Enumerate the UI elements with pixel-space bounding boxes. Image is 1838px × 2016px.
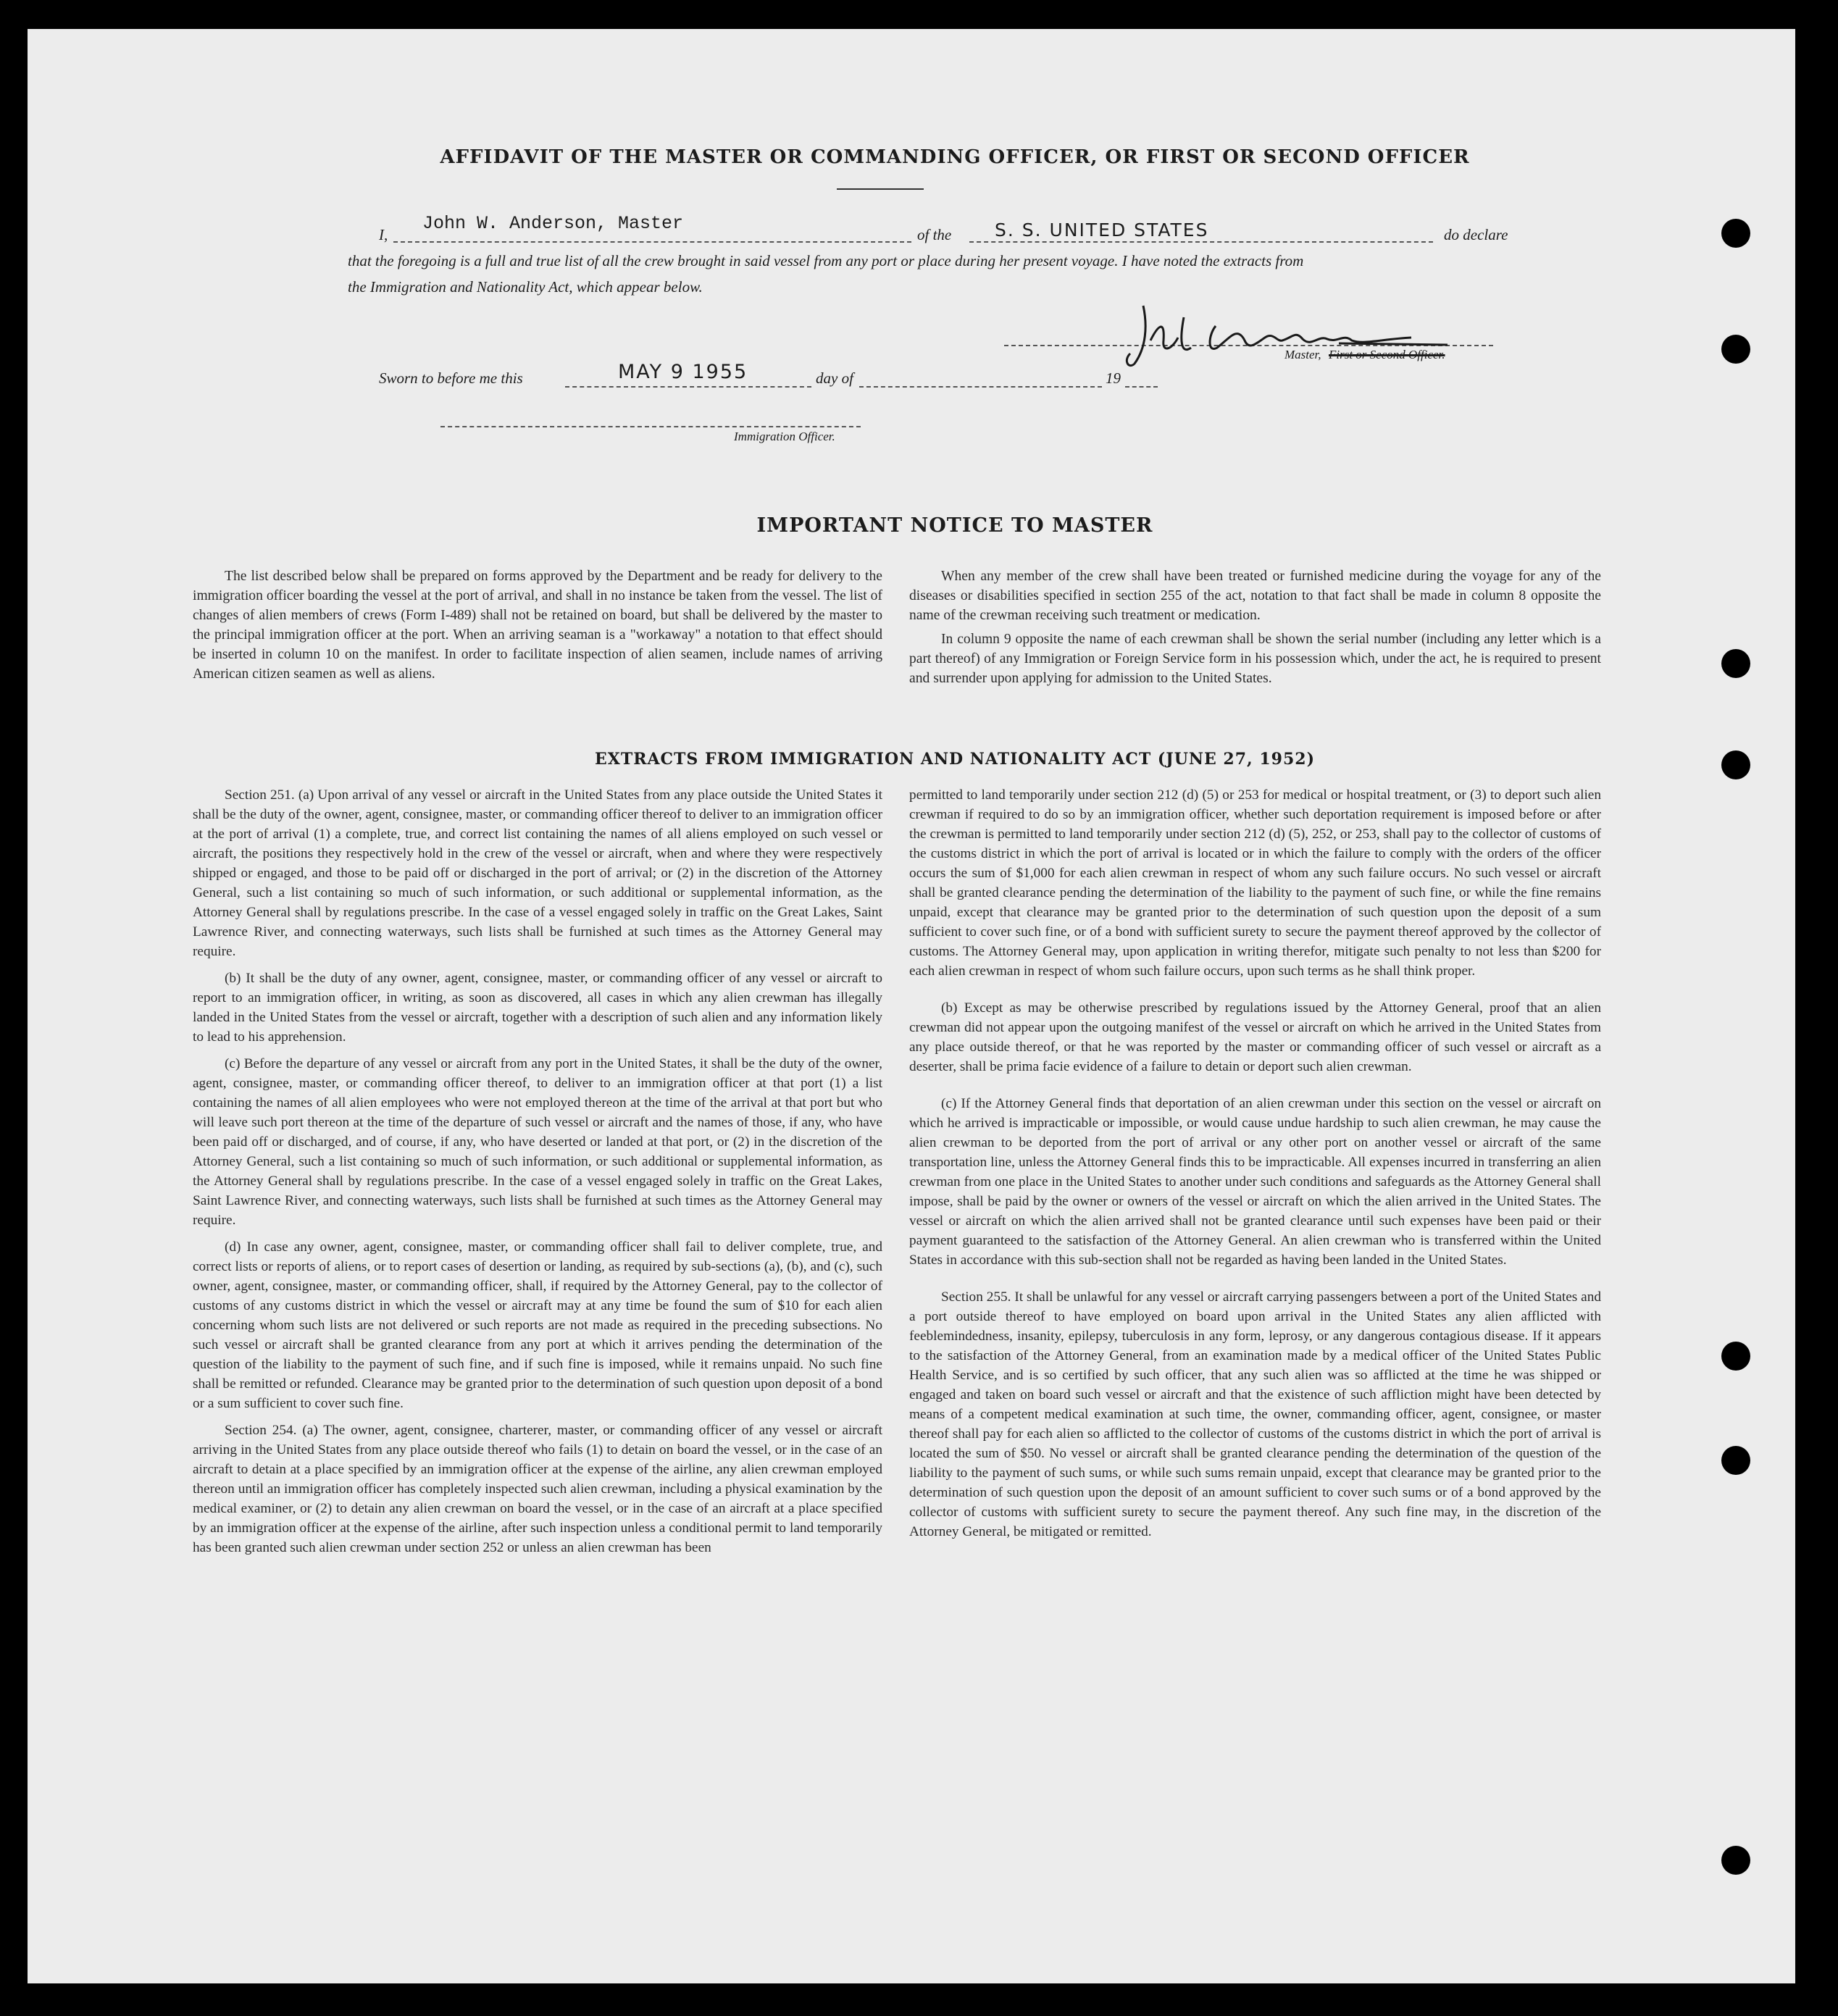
section-251-b: (b) It shall be the duty of any owner, agent, consignee, master, or commanding officer of any vessel or aircraft to report to an immigration officer, in writing, as soon as discovered, all cases in which any alien crewman has illegally landed in the United States from the vessel or aircraft, together with a description of such alien and any information likely to lead to his apprehension.: [193, 971, 882, 1045]
binder-hole: [1721, 219, 1750, 248]
sworn-date-line: [565, 386, 811, 388]
day-of-label: day of: [816, 369, 853, 387]
title-rule: [837, 188, 924, 190]
vessel-name: S. S. UNITED STATES: [995, 219, 1209, 241]
notice-title: IMPORTANT NOTICE TO MASTER: [756, 514, 1153, 537]
sworn-date: MAY 9 1955: [618, 361, 748, 383]
master-label: Master,: [1284, 348, 1321, 361]
i-label: I,: [379, 226, 388, 243]
sworn-label: Sworn to before me this: [379, 369, 523, 387]
section-254-b: (b) Except as may be otherwise prescribed by regulations issued by the Attorney General, proof that an alien crewman did not appear upon the outgoing manifest of the vessel or aircraft on which he arrived in the United States from any place outside thereof, or that he was reported by the master or commanding officer of such vessel or aircraft as a deserter, shall be prima facie evidence of a failure to detain or deport such alien crewman.: [909, 1000, 1601, 1074]
section-254-a-continued: permitted to land temporarily under section 212 (d) (5) or 253 for medical or hospital treatment, or (3) to deport such alien crewman if required to do so by an immigration officer, whether such deportation requirement is imposed before or after the crewman is permitted to land temporarily under section 212 (d) (5), 252, or 253, shall pay to the collector of customs of the customs district in which the port of arrival is located or in which the failure to comply with the orders of the officer occurs the sum of $1,000 for each alien crewman in respect of whom any such failure occurs. No such vessel or aircraft shall be granted clearance pending the determination of the liability to the payment of such fine, or while the fine remains unpaid, except that clearance may be granted prior to the determination of such question upon the deposit of a sum sufficient to cover such fine, or of a bond with sufficient surety to secure the payment thereof approved by the collector of customs. The Attorney General may, upon application in writing therefor, mitigate such penalty to not less than $200 for each alien crewman in respect of whom such failure occurs, upon such terms as he shall think proper.: [909, 787, 1601, 979]
year-label: 19: [1106, 369, 1121, 387]
notice-right-column: [909, 566, 1601, 688]
binder-hole: [1721, 1342, 1750, 1371]
section-254-c: (c) If the Attorney General finds that deportation of an alien crewman under this section on the vessel or aircraft on which he arrived is impracticable or impossible, or would cause undue hardship to such alien crewman, he may cause the alien crewman to be deported from the port of arrival or any other port on another vessel or aircraft of the same transportation line, unless the Attorney General finds this to be impracticable. All expenses incurred in transferring an alien crewman from one place in the United States to another under such conditions and safeguards as the Attorney General shall impose, shall be paid by the owner or owners of the vessel or aircraft on which the alien arrived in the United States. The vessel or aircraft on which the alien arrived shall not be granted clearance until such expenses have been paid or their payment guaranteed to the satisfaction of the Attorney General. An alien crewman who is transferred within the United States in accordance with this sub-section shall not be regarded as having been landed in the United States.: [909, 1096, 1601, 1268]
signature-image: [1121, 297, 1455, 377]
binder-hole: [1721, 1446, 1750, 1475]
document-page: [28, 29, 1795, 1983]
notice-left-column: [193, 566, 882, 684]
immigration-officer-line: [440, 426, 861, 427]
notice-right-paragraph-1: When any member of the crew shall have been treated or furnished medicine during the voyage for any of the diseases or disabilities specified in section 255 of the act, notation to that fact shall be made in column 8 opposite the name of the crewman receiving such treatment or medication.: [909, 569, 1601, 623]
binder-hole: [1721, 1846, 1750, 1875]
declaration-text-2: the Immigration and Nationality Act, which appear below.: [348, 278, 703, 296]
year-line: [1125, 386, 1158, 388]
extracts-left-column: [193, 785, 882, 1565]
declaration-text-1: that the foregoing is a full and true list of all the crew brought in said vessel from any port or place during her present voyage. I have noted the extracts from: [348, 252, 1304, 269]
extracts-title: EXTRACTS FROM IMMIGRATION AND NATIONALITY ACT (JUNE 27, 1952): [594, 750, 1315, 769]
of-the-label: of the: [917, 226, 952, 243]
section-251-c: (c) Before the departure of any vessel or aircraft from any port in the United States, it shall be the duty of the owner, agent, consignee, master, or commanding officer thereof, to deliver to an immigration officer at that port (1) a list containing the names of all alien employees who were not employed thereon at the time of the arrival at that port but who will leave such port thereon at the time of the departure of such vessel or aircraft and the names of those, if any, who have been paid off or discharged, and of course, if any, who have deserted or landed at that port, or (2) in the discretion of the Attorney General, such a list containing so much of such information, or such additional or supplemental information, as the Attorney General shall by regulations prescribe. In the case of a vessel engaged solely in traffic on the Great Lakes, Saint Lawrence River, and connecting waterways, such lists shall be furnished at such times as the Attorney General may require.: [193, 1056, 882, 1228]
notice-right-paragraph-2: In column 9 opposite the name of each crewman shall be shown the serial number (including any letter which is a part thereof) of any Immigration or Foreign Service form in his possession which, under the act, he is required to present and surrender upon applying for admission to the United States.: [909, 632, 1601, 686]
notice-left-paragraph: The list described below shall be prepared on forms approved by the Department and be ready for delivery to the immigration officer boarding the vessel at the port of arrival, and shall in no instance be taken from the vessel. The list of changes of alien members of crews (Form I-489) shall not be retained on board, but shall be delivered by the master to the principal immigration officer at the port. When an arriving seaman is a "workaway" a notation to that effect should be inserted in column 10 on the manifest. In order to facilitate inspection of alien seamen, include names of arriving American citizen seamen as well as aliens.: [193, 569, 882, 682]
binder-hole: [1721, 649, 1750, 678]
immigration-officer-label: Immigration Officer.: [734, 430, 835, 443]
struck-officer-label: First or Second Officer.: [1329, 348, 1445, 361]
declarant-line: [393, 241, 911, 243]
declarant-name: John W. Anderson, Master: [422, 213, 684, 234]
section-251-a: Section 251. (a) Upon arrival of any vessel or aircraft in the United States from any place outside the United States it shall be the duty of the owner, agent, consignee, master, or commanding officer thereof to deliver to an immigration officer at the port of arrival (1) a complete, true, and correct list containing the names of all aliens employed on such vessel or aircraft, the positions they respectively hold in the crew of the vessel or aircraft, when and where they were respectively shipped or engaged, and those to be paid off or discharged in the port of arrival; or (2) in the discretion of the Attorney General, such a list containing so much of such information, or such additional or supplemental information, as the Attorney General shall by regulations prescribe. In the case of a vessel engaged solely in traffic on the Great Lakes, Saint Lawrence River, and connecting waterways, such lists shall be furnished at such times as the Attorney General may require.: [193, 787, 882, 959]
extracts-right-column: [909, 785, 1601, 1559]
do-declare-label: do declare: [1444, 226, 1508, 243]
vessel-line: [969, 241, 1433, 243]
affidavit-title: AFFIDAVIT OF THE MASTER OR COMMANDING OFFICER, OR FIRST OR SECOND OFFICER: [440, 146, 1470, 168]
section-254-a: Section 254. (a) The owner, agent, consignee, charterer, master, or commanding officer of any vessel or aircraft arriving in the United States from any place outside thereof who fails (1) to detain on board the vessel, or in the case of an aircraft to detain at a place specified by an immigration officer at the expense of the airline, any alien crewman employed thereon until an immigration officer has completely inspected such alien crewman, including a physical examination by the medical examiner, or (2) to detain any alien crewman on board the vessel, or in the case of an aircraft at a place specified by an immigration officer at the expense of the airline, after such inspection unless a conditional permit to land temporarily has been granted such alien crewman under section 252 or unless an alien crewman has been: [193, 1423, 882, 1555]
section-255: Section 255. It shall be unlawful for any vessel or aircraft carrying passengers between a port of the United States and a port outside thereof to have employed on board upon arrival in the United States any alien afflicted with feeblemindedness, insanity, epilepsy, tuberculosis in any form, leprosy, or any dangerous contagious disease. If it appears to the satisfaction of the Attorney General, from an examination made by a medical officer of the United States Public Health Service, and is so certified by such officer, that any such alien was so afflicted at the time he was shipped or engaged and taken on board such vessel or aircraft and that the existence of such affliction might have been detected by means of a competent medical examination at such time, the owner, commanding officer, agent, consignee, or master thereof shall pay for each alien so afflicted to the collector of customs of the customs district in which the port of arrival is located the sum of $50. No vessel or aircraft shall be granted clearance pending the determination of the question of the liability to the payment of such sums, or while such sums remain unpaid, except that clearance may be granted prior to the determination of such question upon the deposit of an amount sufficient to cover such sums or of a bond approved by the collector of customs with sufficient surety to secure the payment thereof. Any such fine may, in the discretion of the Attorney General, be mitigated or remitted.: [909, 1289, 1601, 1539]
section-251-d: (d) In case any owner, agent, consignee, master, or commanding officer shall fail to deliver complete, true, and correct lists or reports of aliens, or to report cases of desertion or landing, as required by sub-sections (a), (b), and (c), such owner, agent, consignee, master, or commanding officer, shall, if required by the Attorney General, pay to the collector of customs of any customs district in which the vessel or aircraft may at any time be found the sum of $10 for each alien concerning whom such lists are not delivered or such reports are not made as required in the preceding subsections. No such vessel or aircraft shall be granted clearance from any port at which it arrives pending the determination of the question of the liability to the payment of such fine, and if such fine is imposed, while it remains unpaid. No such fine shall be remitted or refunded. Clearance may be granted prior to the determination of such question upon deposit of a bond or a sum sufficient to cover such fine.: [193, 1239, 882, 1411]
month-line: [859, 386, 1102, 388]
binder-hole: [1721, 335, 1750, 364]
